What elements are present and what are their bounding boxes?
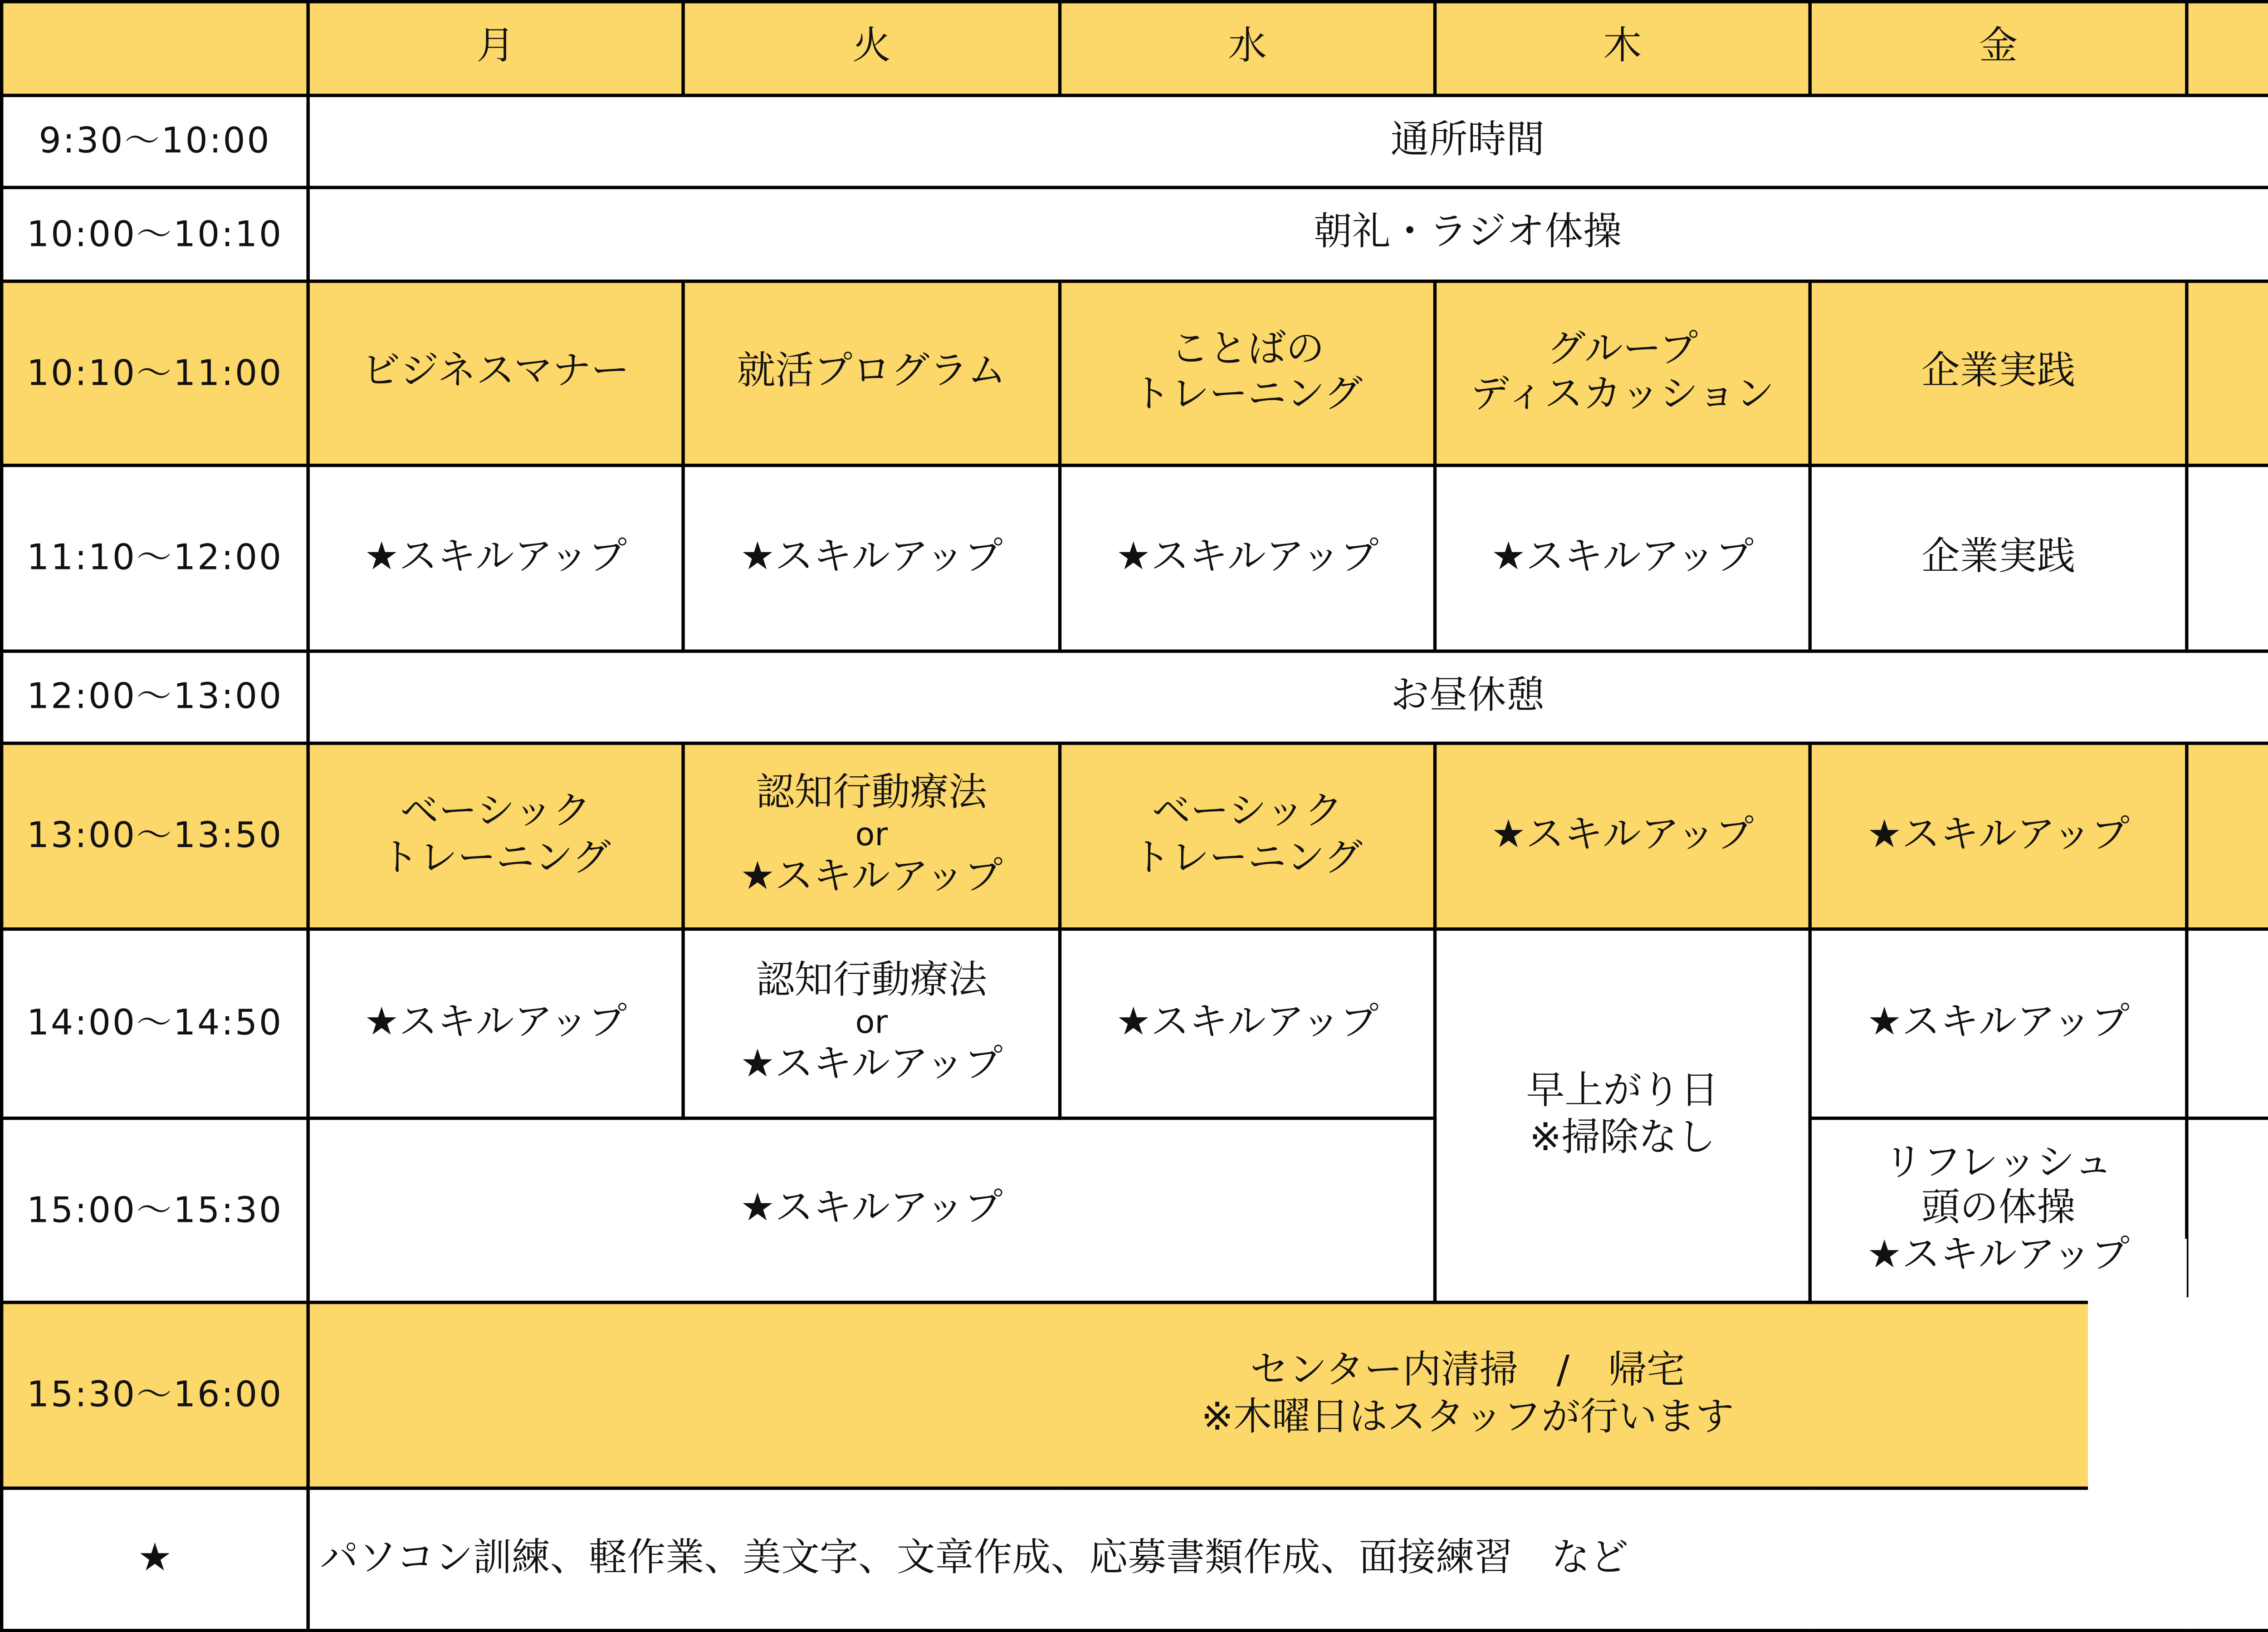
cell-wed: ★スキルアップ — [1060, 466, 1435, 652]
row-lunch — [2, 651, 2268, 743]
cell-thu: ★スキルアップ — [1435, 466, 1810, 652]
time-cell: 15:00〜15:30 — [2, 1118, 308, 1303]
cell-fri — [1810, 1118, 2187, 1303]
cell-line: ベーシック — [400, 790, 591, 834]
row-arrival — [2, 95, 2268, 187]
time-cell: 14:00〜14:50 — [2, 929, 308, 1118]
row-session-1 — [2, 281, 2268, 466]
header-corner — [2, 2, 308, 96]
cell-fri: ★スキルアップ — [1810, 929, 2187, 1118]
cell-sat — [2187, 929, 2268, 1118]
lunch-cell: お昼休憩 — [308, 651, 2268, 743]
time-cell: 15:30〜16:00 — [2, 1303, 308, 1489]
row-legend — [2, 1488, 2268, 1631]
cell-wed: ★スキルアップ — [1060, 929, 1435, 1118]
cell-line: ★スキルアップ — [1867, 1233, 2130, 1277]
cell-tue — [683, 929, 1060, 1118]
cell-line: 認知行動療法 — [756, 959, 987, 1003]
cell-mon: ★スキルアップ — [308, 466, 683, 652]
cell-thu — [1435, 281, 1810, 466]
row-cleaning — [2, 1303, 2268, 1489]
cell-wed — [1060, 281, 1435, 466]
cell-tue — [683, 743, 1060, 929]
day-header-sat — [2187, 2, 2268, 96]
arrival-cell: 通所時間 — [308, 95, 2268, 187]
day-header-wed: 水 — [1060, 2, 1435, 96]
cell-line: リフレッシュ — [1884, 1142, 2113, 1186]
cell-line: ディスカッション — [1470, 373, 1774, 417]
cell-line: トレーニング — [1132, 373, 1363, 417]
row-morning-assembly — [2, 187, 2268, 281]
day-header-thu: 木 — [1435, 2, 1810, 96]
cell-tue: 就活プログラム — [683, 281, 1060, 466]
cleaning-cell — [308, 1303, 2268, 1489]
time-cell: 12:00〜13:00 — [2, 651, 308, 743]
cell-fri: ★スキルアップ — [1810, 743, 2187, 929]
cell-fri: 企業実践 — [1810, 281, 2187, 466]
day-header-fri: 金 — [1810, 2, 2187, 96]
day-header-tue: 火 — [683, 2, 1060, 96]
cell-mon: ビジネスマナー — [308, 281, 683, 466]
time-cell: 9:30〜10:00 — [2, 95, 308, 187]
time-cell: 11:10〜12:00 — [2, 466, 308, 652]
row-session-2 — [2, 466, 2268, 652]
cell-line: トレーニング — [1132, 836, 1363, 880]
white-overlay-patch-upper — [2136, 1239, 2187, 1306]
time-cell: 10:10〜11:00 — [2, 281, 308, 466]
cell-line: or — [855, 817, 888, 854]
cell-wed — [1060, 743, 1435, 929]
cell-fri: 企業実践 — [1810, 466, 2187, 652]
cell-sat — [2187, 466, 2268, 652]
cell-line: ※木曜日はスタッフが行います — [1201, 1395, 1734, 1439]
row-session-5 — [2, 1118, 2268, 1303]
cell-line: トレーニング — [380, 836, 611, 880]
white-overlay-patch — [2088, 1297, 2268, 1629]
row-session-3 — [2, 743, 2268, 929]
row-session-4 — [2, 929, 2268, 1118]
cell-sat — [2187, 281, 2268, 466]
cell-line: ★スキルアップ — [740, 855, 1003, 899]
cell-mon: ★スキルアップ — [308, 929, 683, 1118]
cell-line: 頭の体操 — [1921, 1187, 2076, 1231]
cell-mon-to-wed: ★スキルアップ — [308, 1118, 1435, 1303]
cell-line: 早上がり日 — [1526, 1070, 1719, 1114]
cell-line: ※掃除なし — [1529, 1116, 1716, 1160]
morning-assembly-cell: 朝礼・ラジオ体操 — [308, 187, 2268, 281]
cell-line: or — [855, 1005, 888, 1042]
cell-mon — [308, 743, 683, 929]
cell-thu-early-finish — [1435, 929, 1810, 1303]
legend-mark: ★ — [2, 1488, 308, 1631]
cell-thu: ★スキルアップ — [1435, 743, 1810, 929]
cell-line: ★スキルアップ — [740, 1042, 1003, 1086]
cell-line: ベーシック — [1152, 790, 1343, 834]
cell-line: グループ — [1547, 328, 1698, 372]
cell-sat — [2187, 1118, 2268, 1303]
cell-sat — [2187, 743, 2268, 929]
time-cell: 13:00〜13:50 — [2, 743, 308, 929]
header-row — [2, 2, 2268, 96]
day-header-mon: 月 — [308, 2, 683, 96]
legend-note: パソコン訓練、軽作業、美文字、文章作成、応募書類作成、面接練習 など — [308, 1488, 2268, 1631]
cell-tue: ★スキルアップ — [683, 466, 1060, 652]
cell-line: ことばの — [1170, 328, 1325, 372]
time-cell: 10:00〜10:10 — [2, 187, 308, 281]
cell-line: 認知行動療法 — [756, 772, 987, 816]
cell-line: センター内清掃 / 帰宅 — [1250, 1350, 1686, 1394]
